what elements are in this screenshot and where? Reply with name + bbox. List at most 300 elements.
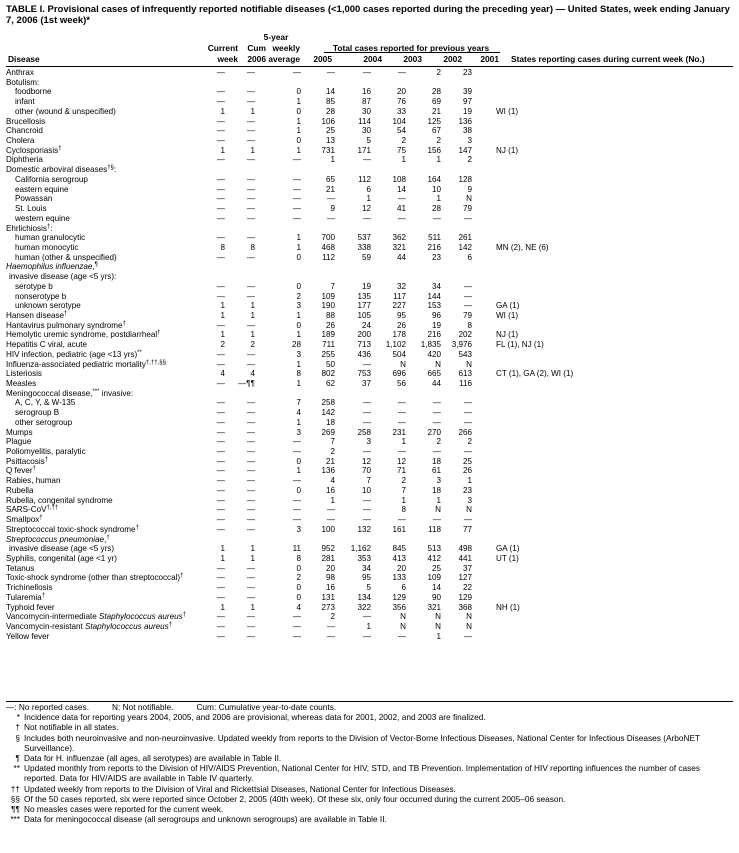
disease-name-text: Botulism: [6,77,40,87]
cell-value: — [246,563,255,573]
cell-value: — [216,87,225,97]
states-reporting [472,78,702,88]
cell-value: 1 [436,194,441,204]
states-reporting: GA (1) [496,544,520,554]
cell-value: 1 [296,379,301,388]
disease-name-text: Domestic arboviral diseases [6,165,108,175]
cell-value: 3 [366,437,371,447]
footnote [6,804,734,814]
cell-value: 255 [321,349,335,359]
cell-value [371,272,406,282]
cell-value: 90 [431,592,441,602]
cell-value: — [246,524,255,534]
disease-name-suffix: : [113,165,117,175]
cell-value: 1 [436,155,441,165]
cell-value: 8 [401,505,406,515]
cell-value: — [216,427,225,437]
states-reporting [472,175,702,185]
table-row [6,525,702,535]
cell-value [255,78,301,88]
cell-value: — [216,233,225,243]
footnote-marker: † [44,456,49,463]
table-row [6,573,702,583]
cell-value: 104 [392,116,406,126]
states-reporting [472,204,702,214]
footnote-text: Not notifiable in all states. [24,722,119,733]
footnote-symbol: ¶ [15,753,20,764]
cell-value: — [216,592,225,602]
cell-value: — [362,68,371,77]
cell-value: 665 [427,369,441,379]
cell-value: 50 [325,359,335,369]
cell-value: 1 [296,330,301,340]
cell-value: 0 [296,281,301,291]
cell-value [335,262,371,272]
states-reporting [472,447,702,457]
footnote-text: Includes both neuroinvasive and non-neuroinvasive. Updated weekly from reports to the Division of Vector-Borne Infectious Diseases, National Center for Infectious Diseases (ArboNET Surveillance). [24,732,700,753]
disease-name [6,632,205,642]
disease-name [6,428,205,438]
cell-value: — [216,126,225,136]
disease-name [6,360,205,370]
footnote-marker: † [32,466,36,473]
cell-value: N [400,612,406,622]
cell-value: N [466,612,472,622]
cell-value: — [397,408,406,418]
table-row [6,233,702,243]
states-reporting [472,360,702,370]
cell-value: — [246,252,255,262]
cell-value [301,262,335,272]
cell-value: 1 [250,553,255,563]
cell-value: 1 [401,437,406,447]
cell-value: 37 [462,563,472,573]
cell-value: 147 [458,145,472,155]
table-row [6,214,702,224]
disease-name-text: Cholera [6,136,35,146]
cell-value: — [362,359,371,369]
cell-value: 116 [459,379,472,388]
footnote-symbol: †† [10,783,20,794]
disease-name-text: Vancomycin-resistant Staphylococcus aureus [6,621,169,631]
cell-value: — [292,515,301,525]
cell-value: 2 [330,612,335,622]
cell-value: 23 [462,68,472,77]
cell-value: — [216,466,225,476]
cell-value: 1 [296,242,301,252]
cell-value: 32 [396,281,406,291]
footnote-text: Data for meningococcal disease (all serogroups and unknown serogroups) are available in Table II. [24,814,387,825]
table-row [6,292,702,302]
cell-value: 202 [458,330,472,340]
cell-value: — [246,466,255,476]
cell-value: 1 [220,330,225,340]
cell-value: 8 [296,369,301,379]
cell-value: 0 [296,563,301,573]
cell-value [441,389,472,399]
states-reporting [472,437,702,447]
disease-name-text: infant [15,97,35,107]
cell-value: — [246,213,255,223]
disease-name-text: Influenza-associated pediatric mortality [6,359,146,369]
cell-value [441,272,472,282]
cell-value: — [326,515,335,525]
cell-value: 5 [366,136,371,146]
states-reporting [472,233,702,243]
cell-value: 14 [396,184,406,194]
disease-name-text: Rabies, human [6,476,61,486]
header-2005: 2005 [313,54,332,64]
table-row [6,330,702,340]
cell-value: 0 [296,136,301,146]
disease-name [6,418,205,428]
cell-value: 2 [467,437,472,447]
cell-value: — [246,281,255,291]
disease-name [6,233,205,243]
cell-value: 114 [358,116,371,126]
disease-name-text: St. Louis [15,204,47,214]
cell-value: 30 [361,126,371,136]
states-reporting [472,262,702,272]
disease-name [6,185,205,195]
states-reporting [472,525,702,535]
disease-name [6,107,205,117]
cell-value: 14 [325,87,335,97]
cell-value: — [216,485,225,495]
cell-value: 190 [321,301,335,311]
cell-value: 21 [431,106,441,116]
cell-value: — [216,524,225,534]
cell-value [255,224,301,234]
cell-value: — [216,116,225,126]
disease-name [6,369,205,379]
cell-value: 3 [296,427,301,437]
cell-value [205,78,225,88]
cell-value: 4 [330,476,335,486]
cell-value: 216 [427,242,441,252]
disease-name-text: Streptococcus pneumoniae, [6,534,107,544]
cell-value [406,78,441,88]
table-row [6,486,702,496]
cell-value [205,224,225,234]
cell-value: 70 [361,466,371,476]
cell-value: 1 [220,301,225,311]
table-row [6,398,702,408]
cell-value: 0 [296,87,301,97]
disease-name [6,262,205,272]
cell-value: 20 [396,87,406,97]
table-row [6,612,702,622]
cell-value: — [432,408,441,418]
cell-value: 8 [250,242,255,252]
cell-value [225,165,255,175]
cell-value: 79 [462,310,472,320]
cell-value: 4 [250,369,255,379]
cell-value: 106 [321,116,335,126]
states-reporting [472,496,702,506]
cell-value: 79 [462,204,472,214]
cell-value: — [362,505,371,515]
cell-value: N [466,194,472,204]
cell-value: 12 [361,204,371,214]
cell-value [335,224,371,234]
cell-value: — [292,447,301,457]
cell-value: 1 [296,126,301,136]
disease-name-text: Toxic-shock syndrome (other than streptococcal) [6,573,181,583]
cell-value: 171 [357,145,371,155]
header-2001: 2001 [480,54,499,64]
disease-name [6,97,205,107]
footnote-text: Of the 50 cases reported, six were reported since October 2, 2005 (40th week). Of these six, only four occurred during the current 2005–06 season. [24,793,566,804]
cell-value: 134 [357,592,371,602]
cell-value: 144 [427,291,441,301]
cell-value: — [362,515,371,525]
footnote-text: Updated weekly from reports to the Division of Viral and Rickettsial Diseases, National Center for Infectious Diseases. [24,783,456,794]
cell-value: — [246,136,255,146]
cell-value: 44 [396,252,406,262]
cell-value: — [246,583,255,593]
cell-value [406,535,441,545]
disease-name [6,622,205,632]
cell-value: — [292,184,301,194]
cell-value [335,535,371,545]
cell-value: — [246,233,255,243]
cell-value: 109 [427,573,441,583]
cell-value: 1 [250,106,255,116]
cell-value [255,262,301,272]
disease-name [6,146,205,156]
cell-value: — [463,631,472,641]
disease-name-text: Cyclosporiasis [6,145,59,155]
footnote-marker: †§ [107,165,114,172]
cell-value: 41 [396,204,406,214]
cell-value: 1 [220,145,225,155]
cell-value: N [435,359,441,369]
cell-value: 61 [431,466,441,476]
cell-value: — [246,573,255,583]
cell-value: — [397,417,406,427]
disease-name-text: Psittacosis [6,456,45,466]
cell-value: 7 [366,476,371,486]
cell-value [406,224,441,234]
states-reporting [472,593,702,603]
cell-value: — [246,612,255,622]
disease-name-text: California serogroup [15,174,88,184]
cell-value: 18 [431,485,441,495]
table-row [6,379,702,389]
cell-value: 95 [396,310,406,320]
disease-name [6,253,205,263]
cell-value [225,389,255,399]
cell-value: 8 [467,320,472,330]
cell-value: 1 [250,602,255,612]
cell-value: — [216,291,225,301]
cell-value [406,389,441,399]
cell-value: — [216,612,225,622]
cell-value: — [216,359,225,369]
header-cum-1: Cum [247,43,266,53]
cell-value: — [216,68,225,77]
disease-name [6,612,205,622]
table-row [6,408,702,418]
cell-value: 2 [250,340,255,350]
cell-value: 322 [357,602,371,612]
states-reporting: WI (1) [496,310,519,320]
cell-value: 5 [366,583,371,593]
cell-value: 26 [325,320,335,330]
cell-value: 269 [321,427,335,437]
cell-value: — [216,437,225,447]
cell-value: 412 [427,553,441,563]
states-reporting [472,272,702,282]
cell-value: 1 [220,553,225,563]
header-2002: 2002 [443,54,462,64]
table-row [6,78,702,88]
cell-value: 19 [431,320,441,330]
disease-name-text: Rubella, congenital syndrome [6,495,113,505]
table-title: TABLE I. Provisional cases of infrequently reported notifiable diseases (<1,000 cases reported during the preceding year) — United States, week ending January 7, 2006 (1st week)* [6,4,730,26]
cell-value: — [246,204,255,214]
cell-value: 108 [392,174,406,184]
cell-value: — [216,379,225,388]
header-2004: 2004 [363,54,382,64]
disease-name-text: human (other & unspecified) [15,252,117,262]
disease-name [6,535,205,545]
cell-value: 3 [296,301,301,311]
table-row [6,165,702,175]
cell-value: 0 [296,456,301,466]
table-row [6,321,702,331]
cell-value: 59 [361,252,371,262]
cell-value: 125 [427,116,441,126]
cell-value: 142 [321,408,335,418]
cell-value: N [435,612,441,622]
cell-value: — [463,213,472,223]
table-row [6,447,702,457]
organism-name: Haemophilus influenzae [6,262,93,272]
states-reporting [472,136,702,146]
cell-value: 161 [392,524,406,534]
cell-value: 1 [220,310,225,320]
states-reporting [472,68,702,78]
cell-value: 3 [467,495,472,505]
cell-value: 266 [458,427,472,437]
states-reporting [472,632,702,642]
cell-value: 69 [431,97,441,107]
cell-value: 700 [321,233,335,243]
disease-name-text: serotype b [15,281,53,291]
disease-name [6,486,205,496]
cell-value: — [292,68,301,77]
cell-value: 6 [467,252,472,262]
cell-value: — [216,408,225,418]
cell-value: 23 [462,485,472,495]
states-reporting: MN (2), NE (6) [496,242,549,252]
table-row [6,583,702,593]
header-total-group: Total cases reported for previous years [332,43,490,53]
cell-value: 356 [392,602,406,612]
cell-value: — [216,320,225,330]
cell-value: 441 [458,553,472,563]
cell-value: 1 [250,301,255,311]
header-group-rule [324,52,500,53]
table-row [6,632,702,642]
disease-name [6,165,205,175]
cell-value: 1 [401,155,406,165]
cell-value: 12 [396,456,406,466]
cell-value: 270 [427,427,441,437]
header-current-2: week [217,54,238,64]
disease-name-text: Anthrax [6,68,34,77]
cell-value: 2 [220,340,225,350]
cell-value: N [466,505,472,515]
cell-value: — [246,447,255,457]
cell-value: 0 [296,252,301,262]
disease-name [6,379,205,389]
table-row [6,505,702,515]
cell-value: 1 [250,330,255,340]
disease-name [6,78,205,88]
cell-value: — [362,631,371,641]
cell-value: — [246,97,255,107]
cell-value: 133 [392,573,406,583]
cell-value: — [216,583,225,593]
cell-value: 20 [396,563,406,573]
states-reporting: WI (1) [496,106,519,116]
disease-name [6,282,205,292]
cell-value: — [216,621,225,631]
cell-value [406,262,441,272]
disease-name [6,214,205,224]
cell-value: — [216,476,225,486]
cell-value [205,389,225,399]
footnote [6,814,734,824]
disease-table [6,68,702,641]
table-row [6,428,702,438]
cell-value: 10 [431,184,441,194]
disease-name-suffix: invasive: [99,388,134,398]
cell-value: 16 [325,583,335,593]
footnote-marker: ** [137,349,142,356]
header-rule [6,66,733,67]
header-2003: 2003 [403,54,422,64]
footnote-marker: †,†† [46,505,59,512]
cell-value: 3 [467,136,472,146]
cell-value: — [216,349,225,359]
cell-value: 13 [325,136,335,146]
states-reporting [472,564,702,574]
cell-value: 7 [330,281,335,291]
cell-value: 87 [361,97,371,107]
states-reporting: GA (1) [496,301,520,311]
cell-value: — [326,631,335,641]
cell-value: 129 [458,592,472,602]
footnote-marker: †,††,§§ [145,359,166,366]
disease-name [6,476,205,486]
cell-value: 261 [458,233,472,243]
cell-value: — [292,174,301,184]
footnote-marker: † [168,621,173,628]
disease-name-text: Measles [6,379,37,388]
footnote-marker: † [64,310,68,317]
cell-value: — [397,631,406,641]
cell-value: 136 [321,466,335,476]
cell-value: — [246,398,255,408]
disease-name-text: invasive disease (age <5 yrs) [9,544,115,554]
states-reporting [472,194,702,204]
footnote-marker: † [41,592,46,599]
cell-value: — [326,213,335,223]
